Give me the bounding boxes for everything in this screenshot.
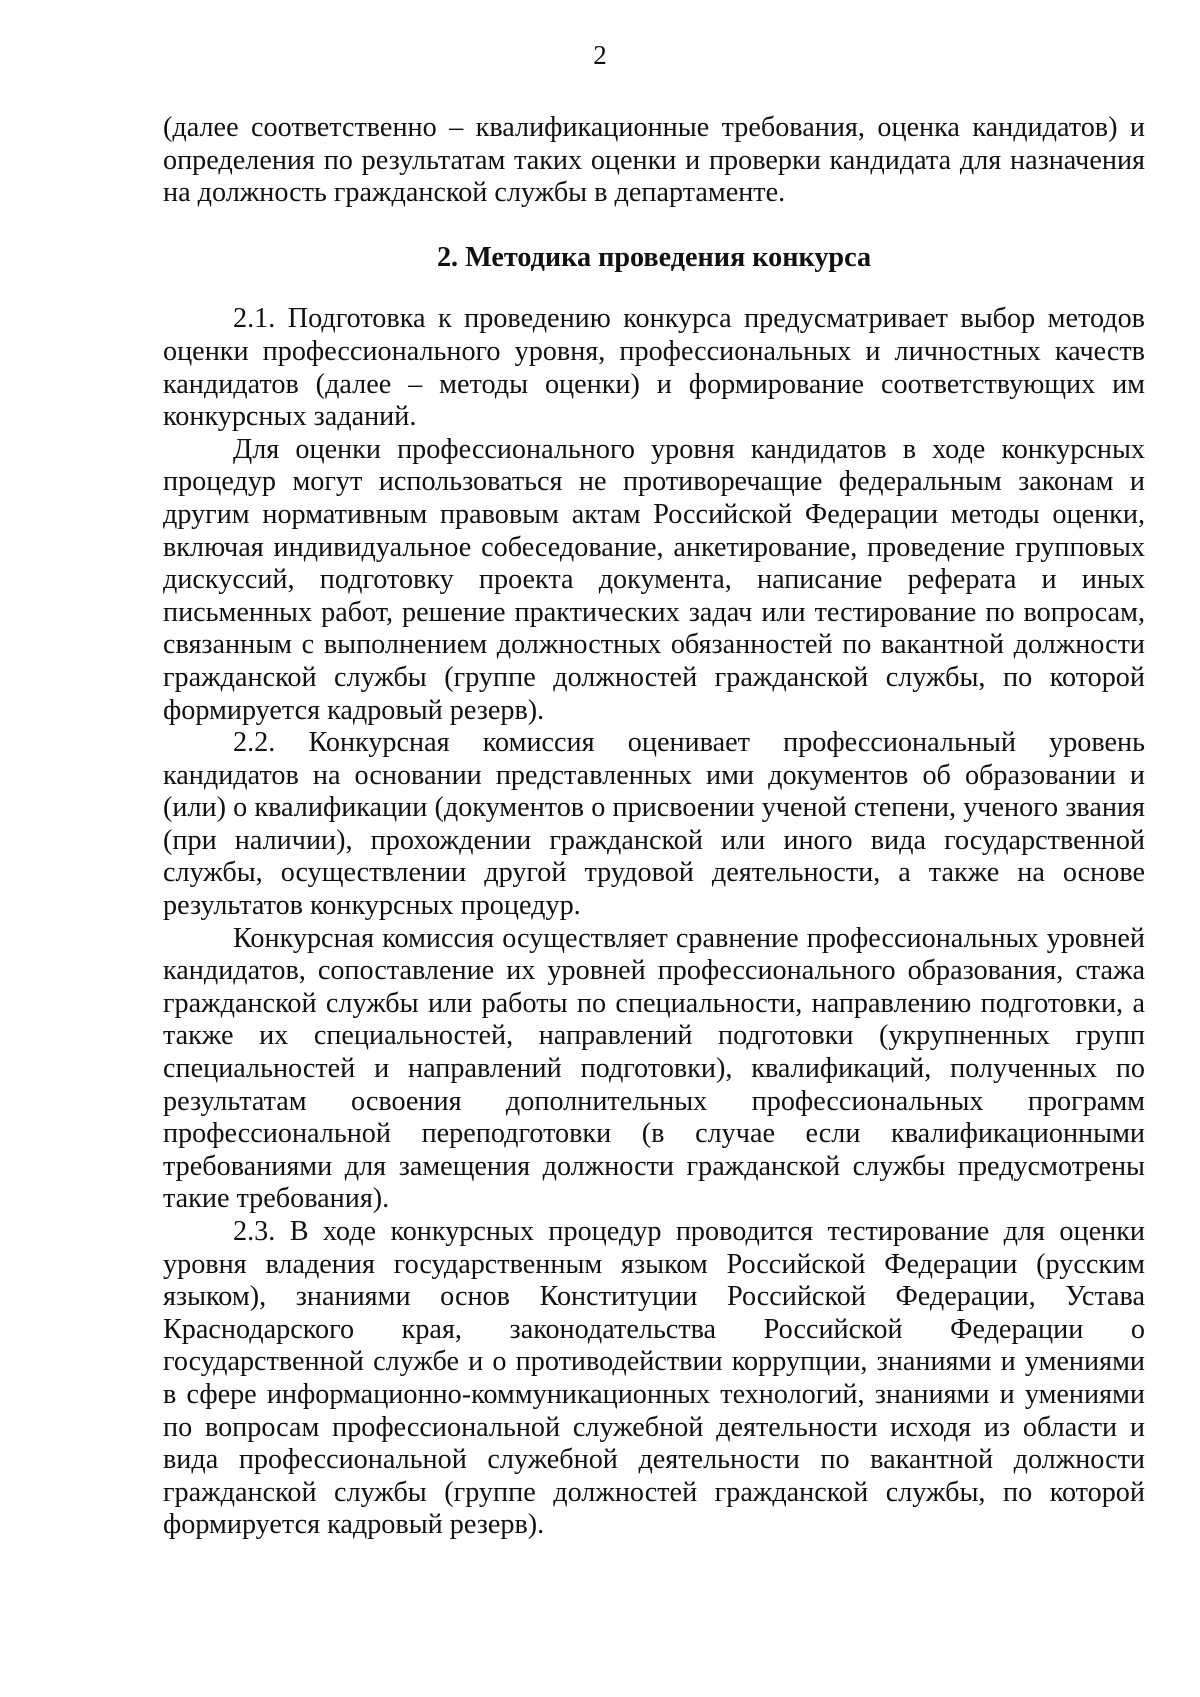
- paragraph-assessment-methods: Для оценки профессионального уровня кандидатов в ходе конкурсных процедур могут использоваться не противоречащие федеральным законам и другим нормативным правовым актам Российской Федерации методы оценки, включая индивидуальное собеседование, анкетирование, проведение групповых дискуссий, подготовку проекта документа, написание реферата и иных письменных работ, решение практических задач или тестирование по вопросам, связанным с выполнением должностных обязанностей по вакантной должности гражданской службы (группе должностей гражданской службы, по которой формируется кадровый резерв).: [163, 433, 1145, 726]
- paragraph-2-2: 2.2. Конкурсная комиссия оценивает профессиональный уровень кандидатов на основании представленных ими документов об образовании и (или) о квалификации (документов о присвоении ученой степени, ученого звания (при наличии), прохождении гражданской или иного вида государственной службы, осуществлении другой трудовой деятельности, а также на основе результатов конкурсных процедур.: [163, 727, 1145, 922]
- document-body: [163, 112, 1145, 1542]
- paragraph-continuation: (далее соответственно – квалификационные требования, оценка кандидатов) и определения по результатам таких оценки и проверки кандидата для назначения на должность гражданской службы в департаменте.: [163, 112, 1145, 209]
- paragraph-comparison: Конкурсная комиссия осуществляет сравнение профессиональных уровней кандидатов, сопоставление их уровней профессионального образования, стажа гражданской службы или работы по специальности, направлению подготовки, а также их специальностей, направлений подготовки (укрупненных групп специальностей и направлений подготовки), квалификаций, полученных по результатам освоения дополнительных профессиональных программ профессиональной переподготовки (в случае если квалификационными требованиями для замещения должности гражданской службы предусмотрены такие требования).: [163, 922, 1145, 1215]
- paragraph-2-3: 2.3. В ходе конкурсных процедур проводится тестирование для оценки уровня владения государственным языком Российской Федерации (русским языком), знаниями основ Конституции Российской Федерации, Устава Краснодарского края, законодательства Российской Федерации о государственной службе и о противодействии коррупции, знаниями и умениями в сфере информационно-коммуникационных технологий, знаниями и умениями по вопросам профессиональной служебной деятельности исходя из области и вида профессиональной служебной деятельности по вакантной должности гражданской службы (группе должностей гражданской службы, по которой формируется кадровый резерв).: [163, 1216, 1145, 1541]
- paragraph-2-1: 2.1. Подготовка к проведению конкурса предусматривает выбор методов оценки профессионального уровня, профессиональных и личностных качеств кандидатов (далее – методы оценки) и формирование соответствующих им конкурсных заданий.: [163, 303, 1145, 433]
- section-heading: 2. Методика проведения конкурса: [436, 241, 872, 273]
- page-number: 2: [593, 40, 607, 70]
